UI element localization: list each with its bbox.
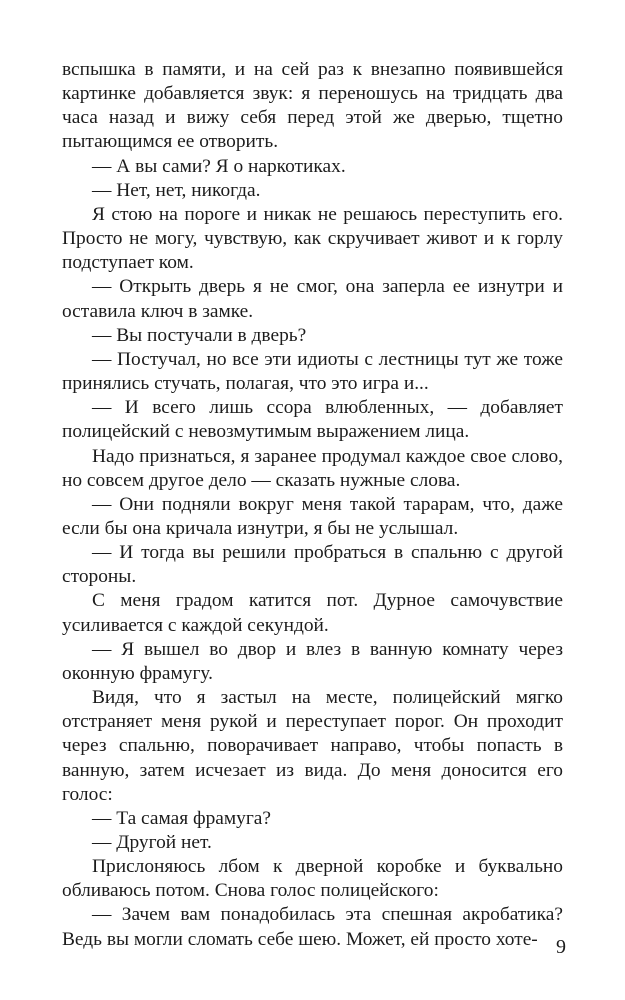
paragraph: — Я вышел во двор и влез в ванную комнату через оконную фрамугу. [62, 638, 563, 684]
paragraph: вспышка в памяти, и на сей раз к внезапно появившейся картинке добавляется звук: я переношусь на тридцать два часа назад и вижу себя перед этой же дверью, тщетно пытающимся ее отворить. [62, 59, 563, 153]
paragraph: — Нет, нет, никогда. [92, 179, 261, 201]
paragraph: Надо признаться, я заранее продумал каждое свое слово, но совсем другое дело — сказать нужные слова. [62, 445, 563, 491]
paragraph: — Та самая фрамуга? [92, 807, 272, 829]
paragraph: — Вы постучали в дверь? [92, 324, 307, 346]
paragraph: — И всего лишь ссора влюбленных, — добавляет полицейский с невозмутимым выражением лица. [62, 397, 563, 443]
body-text [62, 58, 563, 952]
paragraph: — Постучал, но все эти идиоты с лестницы тут же тоже принялись стучать, полагая, что это игра и... [62, 348, 563, 395]
paragraph: Прислоняюсь лбом к дверной коробке и буквально обливаюсь потом. Снова голос полицейского: [62, 856, 563, 902]
paragraph: Я стою на пороге и никак не решаюсь переступить его. Просто не могу, чувствую, как скручивает живот и к горлу подступает ком. [62, 203, 563, 274]
paragraph: — Открыть дверь я не смог, она заперла ее изнутри и оставила ключ в замке. [62, 276, 563, 322]
page-number: 9 [556, 936, 566, 958]
paragraph: С меня градом катится пот. Дурное самочувствие усиливается с каждой секундой. [62, 590, 563, 636]
paragraph: — А вы сами? Я о наркотиках. [92, 155, 346, 177]
paragraph: — Другой нет. [92, 832, 212, 853]
paragraph: — Зачем вам понадобилась эта спешная акробатика? Ведь вы могли сломать себе шею. Может, ей просто хоте- [62, 904, 563, 950]
paragraph: Видя, что я застыл на месте, полицейский мягко отстраняет меня рукой и переступает порог. Он проходит через спальню, поворачивает направо, чтобы попасть в ванную, затем исчезает из вида. До меня доносится его голос: [62, 687, 563, 805]
paragraph: — И тогда вы решили пробраться в спальню с другой стороны. [62, 542, 563, 588]
paragraph: — Они подняли вокруг меня такой тарарам, что, даже если бы она кричала изнутри, я бы не услышал. [62, 493, 563, 539]
